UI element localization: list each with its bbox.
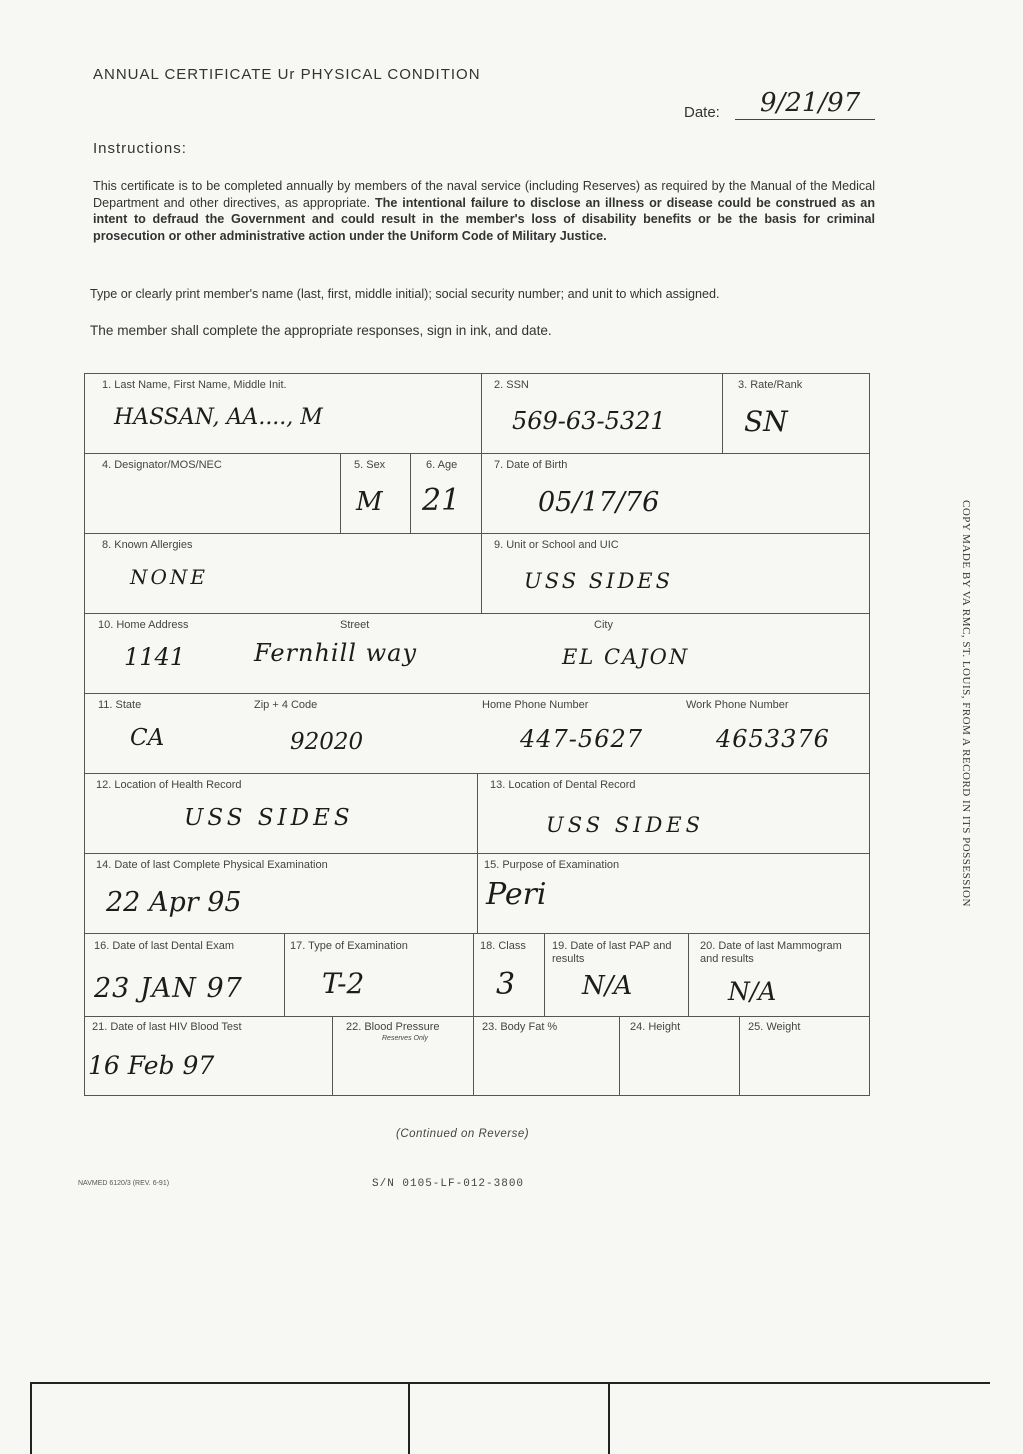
zip-value: 92020 <box>290 729 364 755</box>
designator-label: 4. Designator/MOS/NEC <box>102 459 222 471</box>
body-fat-label: 23. Body Fat % <box>482 1021 558 1033</box>
hiv-test-value: 16 Feb 97 <box>88 1051 215 1080</box>
work-phone-value: 4653376 <box>716 725 830 753</box>
home-phone-value: 447-5627 <box>520 725 643 753</box>
last-physical-value: 22 Apr 95 <box>106 887 242 918</box>
allergies-value: NONE <box>130 565 208 589</box>
instructions-warning: The intentional failure to disclose an illness or disease could be construed as an intent to defraud the Government and could result in the member's loss of disability benefits or be the basis for criminal prosecution or other administrative action under the Uniform Code of Military Justice. <box>93 195 876 243</box>
home-phone-label: Home Phone Number <box>482 699 589 711</box>
dental-record-label: 13. Location of Dental Record <box>490 779 636 791</box>
weight-label: 25. Weight <box>748 1021 801 1033</box>
instructions-sign-line: The member shall complete the appropriate responses, sign in ink, and date. <box>90 323 552 338</box>
street-value: Fernhill way <box>254 639 417 667</box>
blood-pressure-label: 22. Blood Pressure <box>346 1021 440 1033</box>
ssn-value: 569-63-5321 <box>512 407 666 435</box>
instructions-heading: Instructions: <box>93 140 187 157</box>
dob-value: 05/17/76 <box>538 487 660 518</box>
class-label: 18. Class <box>480 940 526 952</box>
certificate-form <box>84 373 870 1097</box>
instructions-text: This certificate is to be completed annually by members of the naval service (including Reserves) as required by the Manual of the Medical Department and other directives, as appropriate. <box>93 179 875 210</box>
zip-label: Zip + 4 Code <box>254 699 318 711</box>
dental-exam-label: 16. Date of last Dental Exam <box>94 940 235 952</box>
stock-number: S/N 0105-LF-012-3800 <box>372 1178 525 1190</box>
age-value: 21 <box>422 483 461 518</box>
unit-value: USS SIDES <box>524 569 674 593</box>
dental-record-value: USS SIDES <box>546 813 705 837</box>
rate-rank-value: SN <box>744 405 788 438</box>
blood-pressure-sub: Reserves Only <box>382 1035 428 1042</box>
health-record-value: USS SIDES <box>184 805 354 831</box>
purpose-value: Peri <box>486 877 547 912</box>
class-value: 3 <box>496 967 516 1002</box>
height-label: 24. Height <box>630 1021 681 1033</box>
city-value: EL CAJON <box>562 645 690 669</box>
member-name-value: HASSAN, AA...., M <box>114 405 323 430</box>
unit-label: 9. Unit or School and UIC <box>494 539 619 551</box>
date-value: 9/21/97 <box>760 88 861 118</box>
street-label: Street <box>340 619 370 631</box>
health-record-label: 12. Location of Health Record <box>96 779 242 791</box>
pap-label: 19. Date of last PAP and results <box>552 940 672 965</box>
date-underline <box>735 119 875 120</box>
age-label: 6. Age <box>426 459 458 471</box>
last-name-label: 1. Last Name, First Name, Middle Init. <box>102 379 287 391</box>
sex-label: 5. Sex <box>354 459 386 471</box>
instructions-name-line: Type or clearly print member's name (last, first, middle initial); social security number; and unit to which assigned. <box>90 287 720 301</box>
work-phone-label: Work Phone Number <box>686 699 789 711</box>
form-number: NAVMED 6120/3 (REV. 6-91) <box>78 1180 170 1187</box>
exam-type-label: 17. Type of Examination <box>290 940 408 952</box>
instructions-paragraph <box>93 178 875 244</box>
continued-note: (Continued on Reverse) <box>396 1128 530 1140</box>
house-number-value: 1141 <box>124 643 186 671</box>
state-label: 11. State <box>98 699 142 711</box>
last-physical-label: 14. Date of last Complete Physical Examination <box>96 859 328 871</box>
bottom-page-edge <box>30 1382 990 1454</box>
side-stamp <box>962 500 982 970</box>
purpose-label: 15. Purpose of Examination <box>484 859 620 871</box>
pap-value: N/A <box>582 971 633 1001</box>
exam-type-value: T-2 <box>322 967 365 1000</box>
date-label: Date: <box>684 104 720 121</box>
hiv-test-label: 21. Date of last HIV Blood Test <box>92 1021 242 1033</box>
mammogram-value: N/A <box>728 977 777 1006</box>
rate-rank-label: 3. Rate/Rank <box>738 379 803 391</box>
dob-label: 7. Date of Birth <box>494 459 568 471</box>
home-address-label: 10. Home Address <box>98 619 189 631</box>
form-title: ANNUAL CERTIFICATE Ur PHYSICAL CONDITION <box>93 66 481 83</box>
mammogram-label: 20. Date of last Mammogram and results <box>700 940 842 965</box>
sex-value: M <box>356 487 383 517</box>
allergies-label: 8. Known Allergies <box>102 539 193 551</box>
side-stamp-text: COPY MADE BY VA RMC, ST. LOUIS, FROM A RECORD IN ITS POSSESSION <box>960 500 972 907</box>
dental-exam-value: 23 JAN 97 <box>94 973 243 1004</box>
city-label: City <box>594 619 613 631</box>
state-value: CA <box>130 725 165 751</box>
ssn-label: 2. SSN <box>494 379 529 391</box>
